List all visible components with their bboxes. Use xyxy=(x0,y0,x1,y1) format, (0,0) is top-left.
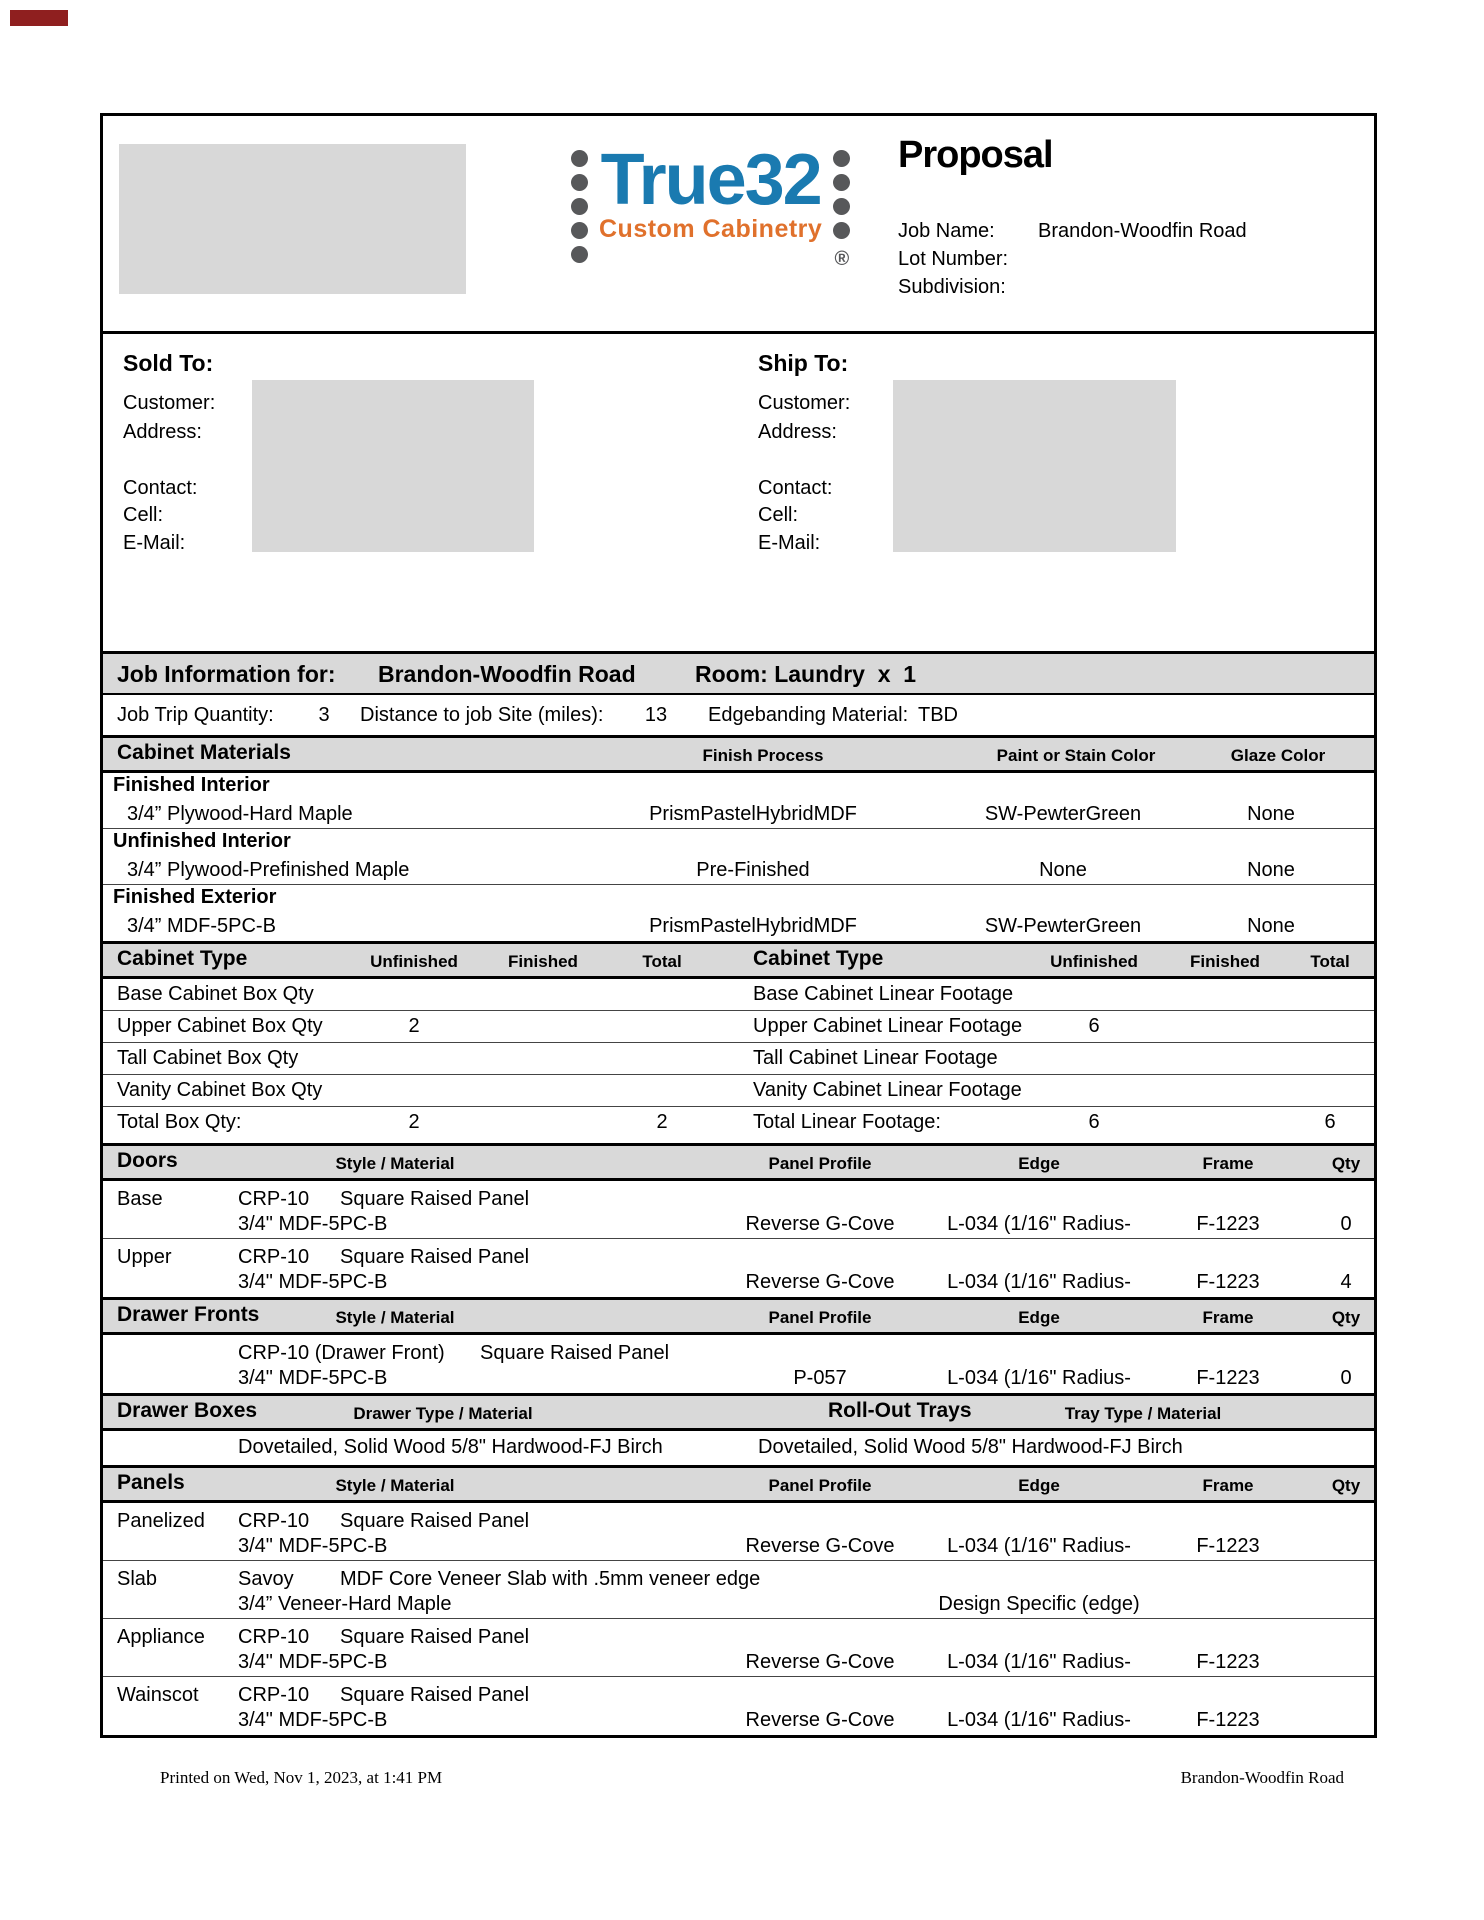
cabinet-materials-header xyxy=(103,735,1374,773)
style-code: CRP-10 xyxy=(238,1510,310,1532)
style-name: Square Raised Panel xyxy=(340,1246,530,1268)
doors-title: Doors xyxy=(117,1149,178,1172)
distance-value: 13 xyxy=(644,704,668,726)
edge-header: Edge xyxy=(1018,1308,1060,1327)
paint-stain-header: Paint or Stain Color xyxy=(996,746,1156,765)
panel-profile-header: Panel Profile xyxy=(768,1308,872,1327)
material-group xyxy=(103,885,1374,913)
panel-profile-value: Reverse G-Cove xyxy=(745,1213,895,1235)
qty-header: Qty xyxy=(1331,1476,1361,1495)
corner-mark xyxy=(10,10,68,26)
job-info-label: Job Information for: xyxy=(117,661,336,687)
row-label: Upper Cabinet Box Qty xyxy=(117,1015,323,1037)
sold-to-customer-label: Customer: xyxy=(123,392,216,414)
cabinet-type-row xyxy=(103,1043,1374,1075)
ship-to-title: Ship To: xyxy=(758,350,849,376)
panels-row-wainscot xyxy=(103,1677,1374,1735)
frame-value: F-1223 xyxy=(1196,1271,1260,1293)
unfinished-col-header: Unfinished xyxy=(1050,952,1138,971)
row-type: Base xyxy=(117,1188,163,1210)
cabinet-materials-title: Cabinet Materials xyxy=(117,741,291,764)
style-code: CRP-10 xyxy=(238,1188,310,1210)
style-material-header: Style / Material xyxy=(335,1154,455,1173)
material-group xyxy=(103,829,1374,857)
material-group xyxy=(103,773,1374,801)
drawer-boxes-header xyxy=(103,1393,1374,1431)
glaze-color-header: Glaze Color xyxy=(1230,746,1326,765)
cabinet-type-row xyxy=(103,1075,1374,1107)
true32-logo xyxy=(571,140,850,270)
finish-process-header: Finish Process xyxy=(702,746,824,765)
roll-out-trays-title: Roll-Out Trays xyxy=(828,1399,972,1422)
doors-row-upper xyxy=(103,1239,1374,1297)
style-code: CRP-10 xyxy=(238,1626,310,1648)
material-group-label: Unfinished Interior xyxy=(113,830,291,852)
trip-qty-value: 3 xyxy=(318,704,330,726)
frame-value: F-1223 xyxy=(1196,1213,1260,1235)
total-col-header: Total xyxy=(1310,952,1350,971)
drawer-boxes-title: Drawer Boxes xyxy=(117,1399,258,1422)
panel-profile-value: Reverse G-Cove xyxy=(745,1651,895,1673)
total-linear-footage-label: Total Linear Footage: xyxy=(753,1111,941,1133)
registered-trademark-icon: ® xyxy=(834,248,850,270)
edgebanding-value: TBD xyxy=(918,704,958,726)
glaze-color-value: None xyxy=(1247,803,1295,825)
qty-header: Qty xyxy=(1331,1154,1361,1173)
panels-title: Panels xyxy=(117,1471,185,1494)
qty-value: 0 xyxy=(1340,1367,1352,1389)
edge-header: Edge xyxy=(1018,1476,1060,1495)
row-label: Base Cabinet Box Qty xyxy=(117,983,314,1005)
total-total-value: 6 xyxy=(1324,1111,1336,1133)
row-label: Base Cabinet Linear Footage xyxy=(753,983,1014,1005)
finish-process-value: Pre-Finished xyxy=(696,859,810,881)
printed-timestamp: Printed on Wed, Nov 1, 2023, at 1:41 PM xyxy=(160,1768,443,1787)
edgebanding-label: Edgebanding Material: xyxy=(708,704,909,726)
drawer-boxes-row xyxy=(103,1431,1374,1465)
edge-value: L-034 (1/16" Radius- xyxy=(947,1367,1131,1389)
material-name: 3/4” MDF-5PC-B xyxy=(127,915,276,937)
lot-number-label: Lot Number: xyxy=(898,248,1009,270)
paint-color-value: SW-PewterGreen xyxy=(984,803,1142,825)
drawer-fronts-header xyxy=(103,1297,1374,1335)
cabinet-type-title-right: Cabinet Type xyxy=(753,947,884,970)
edge-value: L-034 (1/16" Radius- xyxy=(947,1709,1131,1731)
edge-value: L-034 (1/16" Radius- xyxy=(947,1271,1131,1293)
panel-profile-header: Panel Profile xyxy=(768,1154,872,1173)
edge-value: L-034 (1/16" Radius- xyxy=(947,1535,1131,1557)
material-row xyxy=(103,913,1374,941)
doors-header xyxy=(103,1143,1374,1181)
job-trip-row xyxy=(103,695,1374,735)
style-material-header: Style / Material xyxy=(335,1476,455,1495)
roll-out-tray-material: Dovetailed, Solid Wood 5/8" Hardwood-FJ Birch xyxy=(758,1436,1183,1458)
row-label: Vanity Cabinet Box Qty xyxy=(117,1079,323,1101)
sold-to-cell-label: Cell: xyxy=(123,504,164,526)
parties-section xyxy=(103,331,1374,651)
panels-row-slab xyxy=(103,1561,1374,1619)
panels-header xyxy=(103,1465,1374,1503)
frame-value: F-1223 xyxy=(1196,1651,1260,1673)
logo-tagline-text: Custom Cabinetry xyxy=(599,215,823,244)
unfinished-col-header: Unfinished xyxy=(370,952,458,971)
material-name: 3/4" MDF-5PC-B xyxy=(238,1213,388,1235)
style-name: MDF Core Veneer Slab with .5mm veneer edge xyxy=(340,1568,761,1590)
row-label: Tall Cabinet Box Qty xyxy=(117,1047,299,1069)
panels-row-appliance xyxy=(103,1619,1374,1677)
total-unfinished-value: 6 xyxy=(1088,1111,1100,1133)
style-name: Square Raised Panel xyxy=(480,1342,670,1364)
material-group-label: Finished Exterior xyxy=(113,886,277,908)
style-code: CRP-10 (Drawer Front) xyxy=(238,1342,445,1364)
material-name: 3/4" MDF-5PC-B xyxy=(238,1271,388,1293)
unfinished-value: 6 xyxy=(1088,1015,1100,1037)
sold-to-title: Sold To: xyxy=(123,350,214,376)
material-row xyxy=(103,857,1374,885)
ship-to-customer-label: Customer: xyxy=(758,392,851,414)
qty-header: Qty xyxy=(1331,1308,1361,1327)
redacted-sold-to-details xyxy=(252,380,534,552)
frame-header: Frame xyxy=(1202,1154,1254,1173)
frame-value: F-1223 xyxy=(1196,1709,1260,1731)
ship-to-contact-label: Contact: xyxy=(758,477,833,499)
logo-brand-text: True32 xyxy=(600,140,821,220)
style-name: Square Raised Panel xyxy=(340,1510,530,1532)
ship-to-email-label: E-Mail: xyxy=(758,532,821,554)
material-name: 3/4" MDF-5PC-B xyxy=(238,1651,388,1673)
paint-color-value: None xyxy=(1039,859,1087,881)
cabinet-type-header xyxy=(103,941,1374,979)
panel-profile-value: Reverse G-Cove xyxy=(745,1709,895,1731)
panels-row-panelized xyxy=(103,1503,1374,1561)
sold-to-address-label: Address: xyxy=(123,421,202,443)
cabinet-type-title-left: Cabinet Type xyxy=(117,947,248,970)
material-name: 3/4” Plywood-Hard Maple xyxy=(127,803,353,825)
proposal-page xyxy=(100,113,1377,1738)
frame-value: F-1223 xyxy=(1196,1367,1260,1389)
glaze-color-value: None xyxy=(1247,915,1295,937)
footer-job-name: Brandon-Woodfin Road xyxy=(1180,1768,1344,1787)
material-row xyxy=(103,801,1374,829)
material-name: 3/4” Veneer-Hard Maple xyxy=(238,1593,452,1615)
job-name-label: Job Name: xyxy=(898,220,995,242)
job-information-bar xyxy=(103,651,1374,695)
trip-qty-label: Job Trip Quantity: xyxy=(117,704,274,726)
unfinished-value: 2 xyxy=(408,1015,420,1037)
row-type: Upper xyxy=(117,1246,172,1268)
cabinet-type-total-row xyxy=(103,1107,1374,1143)
row-type: Appliance xyxy=(117,1626,205,1648)
style-code: CRP-10 xyxy=(238,1246,310,1268)
cabinet-type-row xyxy=(103,1011,1374,1043)
sold-to-email-label: E-Mail: xyxy=(123,532,186,554)
edge-value: Design Specific (edge) xyxy=(938,1593,1140,1615)
document-header xyxy=(103,116,1374,331)
row-type: Slab xyxy=(117,1568,158,1590)
glaze-color-value: None xyxy=(1247,859,1295,881)
frame-header: Frame xyxy=(1202,1476,1254,1495)
edge-value: L-034 (1/16" Radius- xyxy=(947,1651,1131,1673)
paint-color-value: SW-PewterGreen xyxy=(984,915,1142,937)
sold-to-contact-label: Contact: xyxy=(123,477,198,499)
total-box-qty-label: Total Box Qty: xyxy=(117,1111,242,1133)
material-name: 3/4” Plywood-Prefinished Maple xyxy=(127,859,410,881)
style-name: Square Raised Panel xyxy=(340,1188,530,1210)
redacted-company-block xyxy=(119,144,466,294)
doors-row-base xyxy=(103,1181,1374,1239)
row-label: Tall Cabinet Linear Footage xyxy=(753,1047,998,1069)
total-total-value: 2 xyxy=(656,1111,668,1133)
edge-header: Edge xyxy=(1018,1154,1060,1173)
drawer-fronts-title: Drawer Fronts xyxy=(117,1303,260,1326)
panel-profile-header: Panel Profile xyxy=(768,1476,872,1495)
style-name: Square Raised Panel xyxy=(340,1626,530,1648)
finished-col-header: Finished xyxy=(1190,952,1260,971)
subdivision-label: Subdivision: xyxy=(898,276,1006,298)
panel-profile-value: Reverse G-Cove xyxy=(745,1535,895,1557)
distance-label: Distance to job Site (miles): xyxy=(360,704,604,726)
style-name: Square Raised Panel xyxy=(340,1684,530,1706)
style-code: CRP-10 xyxy=(238,1684,310,1706)
frame-header: Frame xyxy=(1202,1308,1254,1327)
job-info-name: Brandon-Woodfin Road xyxy=(378,661,636,687)
job-info-room: Room: Laundry x 1 xyxy=(695,661,917,687)
panel-profile-value: P-057 xyxy=(793,1367,847,1389)
ship-to-address-label: Address: xyxy=(758,421,837,443)
row-label: Vanity Cabinet Linear Footage xyxy=(753,1079,1022,1101)
cabinet-type-row xyxy=(103,979,1374,1011)
style-code: Savoy xyxy=(238,1568,294,1590)
page-title: Proposal xyxy=(898,134,1053,176)
material-name: 3/4" MDF-5PC-B xyxy=(238,1535,388,1557)
drawer-box-material: Dovetailed, Solid Wood 5/8" Hardwood-FJ Birch xyxy=(238,1436,663,1458)
row-type: Wainscot xyxy=(117,1684,199,1706)
job-name-value: Brandon-Woodfin Road xyxy=(1038,220,1247,242)
material-group-label: Finished Interior xyxy=(113,774,270,796)
panel-profile-value: Reverse G-Cove xyxy=(745,1271,895,1293)
finished-col-header: Finished xyxy=(508,952,578,971)
drawer-fronts-row xyxy=(103,1335,1374,1393)
redacted-ship-to-details xyxy=(893,380,1176,552)
drawer-type-header: Drawer Type / Material xyxy=(353,1404,533,1423)
logo-dots-left-icon xyxy=(571,146,588,269)
row-label: Upper Cabinet Linear Footage xyxy=(753,1015,1023,1037)
qty-value: 0 xyxy=(1340,1213,1352,1235)
ship-to-cell-label: Cell: xyxy=(758,504,799,526)
edge-value: L-034 (1/16" Radius- xyxy=(947,1213,1131,1235)
total-unfinished-value: 2 xyxy=(408,1111,420,1133)
total-col-header: Total xyxy=(642,952,682,971)
finish-process-value: PrismPastelHybridMDF xyxy=(649,803,857,825)
logo-dots-right-icon xyxy=(833,146,850,269)
material-name: 3/4" MDF-5PC-B xyxy=(238,1367,388,1389)
tray-type-header: Tray Type / Material xyxy=(1064,1404,1222,1423)
qty-value: 4 xyxy=(1340,1271,1352,1293)
row-type: Panelized xyxy=(117,1510,205,1532)
material-name: 3/4" MDF-5PC-B xyxy=(238,1709,388,1731)
style-material-header: Style / Material xyxy=(335,1308,455,1327)
frame-value: F-1223 xyxy=(1196,1535,1260,1557)
finish-process-value: PrismPastelHybridMDF xyxy=(649,915,857,937)
